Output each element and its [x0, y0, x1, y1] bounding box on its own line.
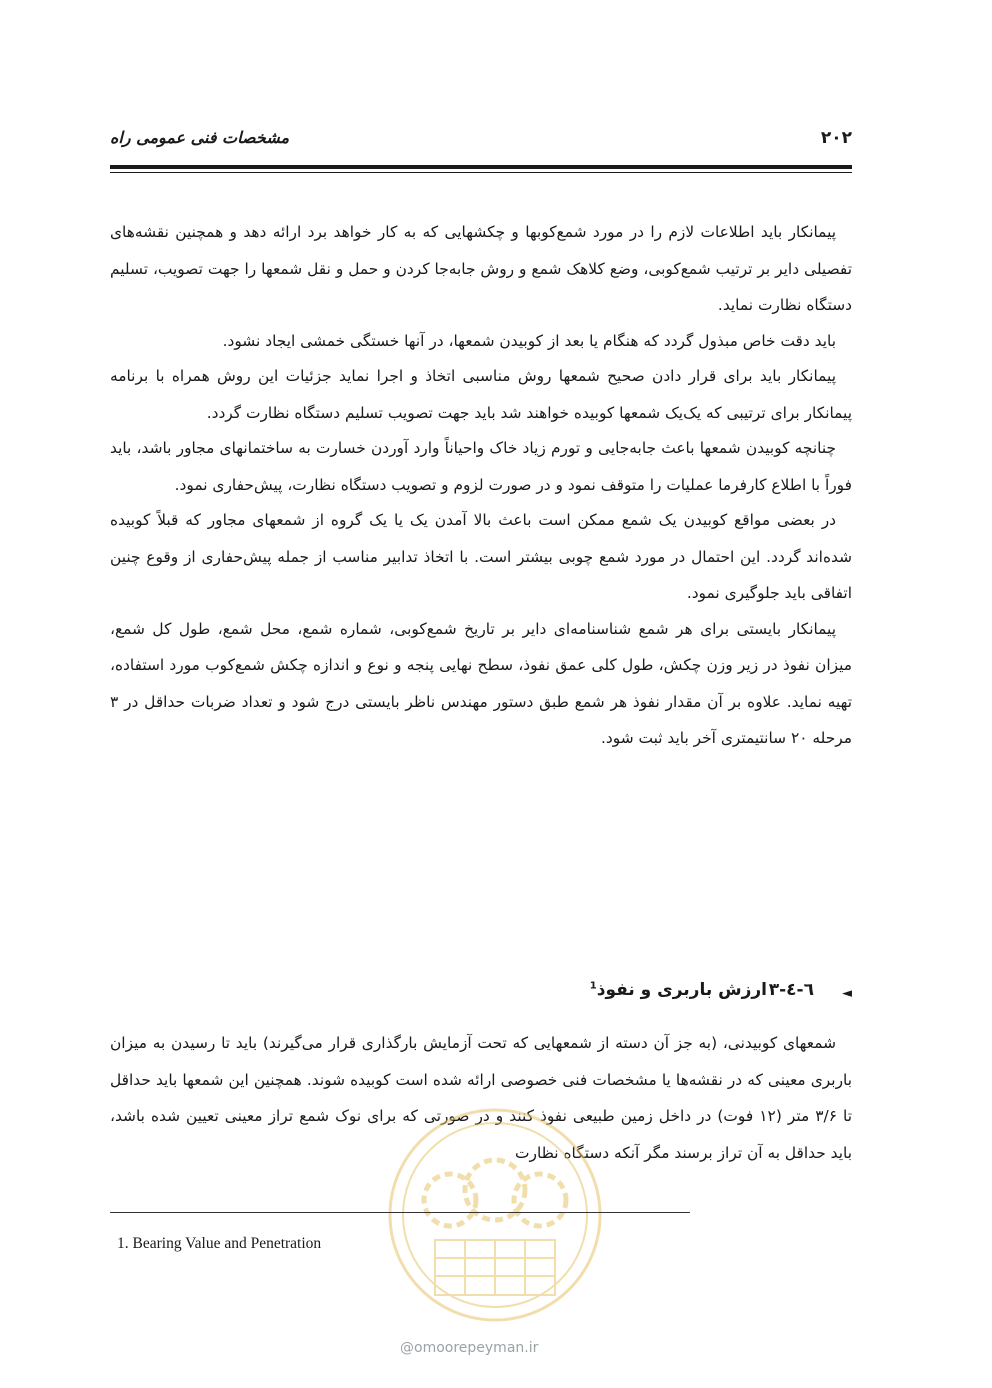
section-heading: [110, 980, 852, 1014]
book-title: مشخصات فنی عمومی راه: [110, 128, 290, 147]
section-title: [590, 980, 767, 1000]
footnote-ref: 1: [589, 980, 597, 992]
footnote: 1. Bearing Value and Penetration: [117, 1235, 322, 1252]
paragraph: در بعضی مواقع کوبیدن یک شمع ممکن است باعث بالا آمدن یک یا یک گروه از شمعهای مجاور که قبلاً کوبیده شده‌اند گردد. این احتمال در مورد شمع چوبی بیشتر است. با اتخاذ تدابیر مناسب از جمله پیش‌حفاری از وقوع چنین اتفاقی باید جلوگیری نمود.: [110, 511, 852, 602]
paragraph: پیمانکار بایستی برای هر شمع شناسنامه‌ای دایر بر تاریخ شمع‌کوبی، شماره شمع، محل شمع، طول کل شمع، میزان نفوذ در زیر وزن چکش، طول کلی عمق نفوذ، سطح نهایی پنجه و نوع و اندازه چکش شمع‌کوب مورد استفاده، تهیه نماید. علاوه بر آن مقدار نفوذ هر شمع طبق دستور مهندس ناظر بایستی درج شود و تعداد ضربات حداقل در ۳ مرحله ۲۰ سانتیمتری آخر باید ثبت شود.: [110, 619, 852, 747]
page-number: ۲۰۲: [820, 128, 852, 148]
page-header: [110, 128, 852, 158]
paragraph: پیمانکار باید برای قرار دادن صحیح شمعها روش مناسبی اتخاذ و اجرا نماید جزئیات این روش همراه با برنامه پیمانکار برای ترتیبی که یک‌یک شمعها کوبیده خواهند شد باید جهت تصویب تسلیم دستگاه نظارت گردد.: [110, 367, 852, 422]
section-title-text: ارزش باربری و نفوذ: [596, 980, 767, 1000]
section-number: ٦-٤-٣: [768, 980, 814, 1000]
header-rule-thin: [110, 172, 852, 173]
footnote-rule: [110, 1212, 690, 1213]
paragraph: شمعهای کوبیدنی، (به جز آن دسته از شمعهایی که تحت آزمایش بارگذاری قرار می‌گیرند) باید تا رسیدن به میزان باربری معینی که در نقشه‌ها یا مشخصات فنی خصوصی ارائه شده است کوبیده شوند. همچنین این شمعها باید حداقل تا ۳/۶ متر (۱۲ فوت) در داخل زمین طبیعی نفوذ کنند و در صورتی که برای نوک شمع تراز معینی تعیین شده باشد، باید حداقل به آن تراز برسند مگر آنکه دستگاه نظارت: [110, 1034, 852, 1162]
watermark-site: @omoorepeyman.ir: [400, 1340, 539, 1356]
paragraph: باید دقت خاص مبذول گردد که هنگام یا بعد از کوبیدن شمعها، در آنها خستگی خمشی ایجاد نشود.: [222, 331, 836, 350]
body-text: [110, 214, 852, 757]
header-rule-thick: [110, 165, 852, 169]
paragraph: چنانچه کوبیدن شمعها باعث جابه‌جایی و تورم زیاد خاک واحیاناً وارد آوردن خسارت به ساختمانهای مجاور باشد، باید فوراً با اطلاع کارفرما عملیات را متوقف نمود و در صورت لزوم و تصویب دستگاه نظارت، پیش‌حفاری نمود.: [110, 439, 852, 494]
section-marker-icon: ◄: [842, 986, 852, 1001]
watermark-logo: [380, 1100, 610, 1330]
paragraph: پیمانکار باید اطلاعات لازم را در مورد شمع‌کوبها و چکشهایی که به کار خواهد برد ارائه دهد و همچنین نقشه‌های تفصیلی دایر بر ترتیب شمع‌کوبی، وضع کلاهک شمع و روش جابه‌جا کردن و حمل و نقل شمعها را جهت تصویب، تسلیم دستگاه نظارت نماید.: [110, 223, 852, 314]
